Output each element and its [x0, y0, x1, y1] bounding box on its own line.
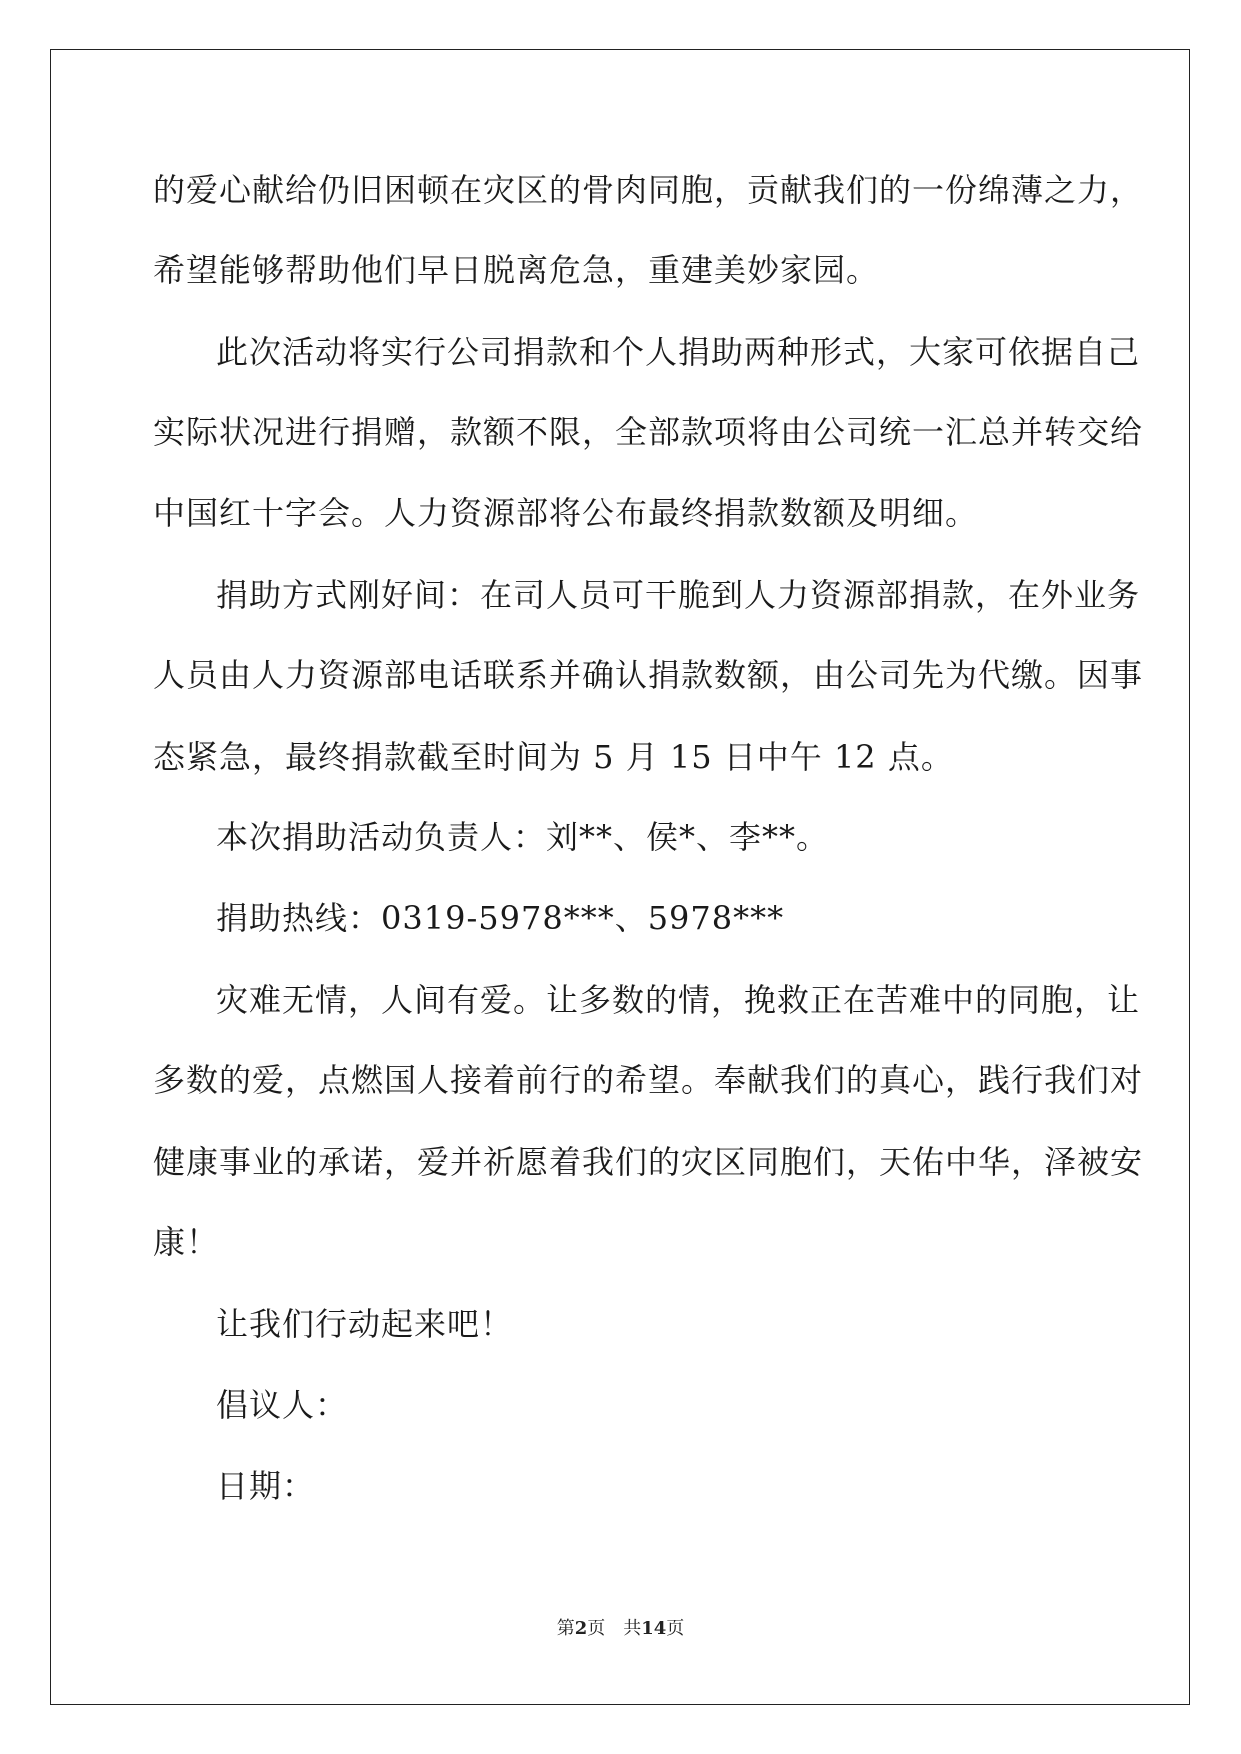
paragraph-line: 此次活动将实行公司捐款和个人捐助两种形式，大家可依据自己: [216, 333, 1141, 371]
paragraph-line: 倡议人：: [216, 1386, 349, 1424]
paragraph-line: 多数的爱，点燃国人接着前行的希望。奉献我们的真心，践行我们对: [153, 1061, 1144, 1099]
paragraph-line: 希望能够帮助他们早日脱离危急，重建美妙家园。: [153, 251, 880, 289]
paragraph-line: 捐助方式刚好间：在司人员可干脆到人力资源部捐款，在外业务: [216, 576, 1141, 614]
paragraph-line: 捐助热线：0319-5978***、5978***: [216, 899, 785, 937]
page-border: [50, 49, 1190, 1705]
paragraph-line: 灾难无情，人间有爱。让多数的情，挽救正在苦难中的同胞，让: [216, 981, 1141, 1019]
paragraph-line: 中国红十字会。人力资源部将公布最终捐款数额及明细。: [153, 494, 979, 532]
paragraph-line: 让我们行动起来吧！: [216, 1305, 514, 1343]
paragraph-line: 康！: [153, 1223, 220, 1261]
page-number-label: [557, 1618, 606, 1639]
paragraph-line: 日期：: [216, 1467, 316, 1505]
page-suffix: 页: [587, 1618, 606, 1639]
page-total-label: [623, 1618, 684, 1639]
page-prefix: 第: [556, 1618, 575, 1639]
current-page-number: 2: [574, 1618, 588, 1639]
paragraph-line: 本次捐助活动负责人：刘**、侯*、李**。: [216, 818, 830, 856]
paragraph-line: 人员由人力资源部电话联系并确认捐款数额，由公司先为代缴。因事: [153, 656, 1144, 694]
paragraph-line: 健康事业的承诺，爱并祈愿着我们的灾区同胞们，天佑中华，泽被安: [153, 1143, 1144, 1181]
paragraph-line: 态紧急，最终捐款截至时间为 5 月 15 日中午 12 点。: [153, 738, 954, 776]
total-page-number: 14: [641, 1618, 667, 1639]
paragraph-line: 实际状况进行捐赠，款额不限，全部款项将由公司统一汇总并转交给: [153, 413, 1144, 451]
page-footer: [0, 1617, 1241, 1641]
total-prefix: 共: [623, 1618, 642, 1639]
paragraph-line: 的爱心献给仍旧困顿在灾区的骨肉同胞，贡献我们的一份绵薄之力，: [153, 171, 1144, 209]
total-suffix: 页: [666, 1618, 685, 1639]
